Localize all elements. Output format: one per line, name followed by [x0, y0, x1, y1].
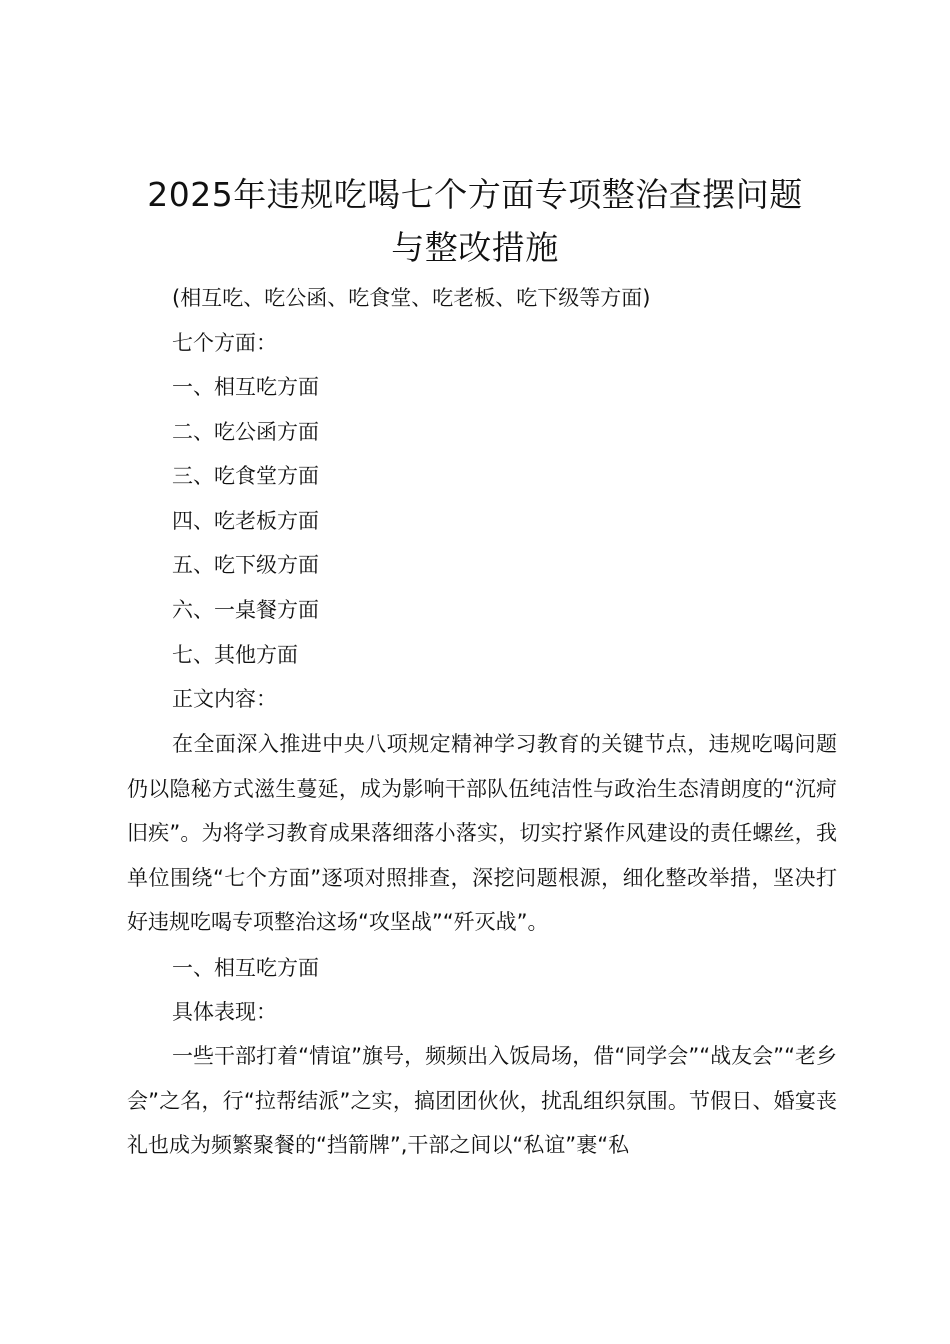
aspect-item-1: 一、相互吃方面 [172, 375, 319, 399]
aspect-item-6: 六、一桌餐方面 [172, 598, 319, 622]
section-1-heading: 一、相互吃方面 [172, 956, 319, 980]
document-title-line-2: 与整改措施 [391, 228, 559, 267]
aspect-item-2: 二、吃公函方面 [172, 420, 319, 444]
aspects-heading: 七个方面： [172, 331, 277, 355]
section-1-paragraph: 一些干部打着“情谊”旗号，频频出入饭局场，借“同学会”“战友会”“老乡会”之名，行“拉帮结派”之实，搞团团伙伙，扰乱组织氛围。节假日、婚宴丧礼也成为频繁聚餐的“挡箭牌”,干部之间以“私谊”裹“私 [127, 1044, 837, 1158]
manifestation-heading: 具体表现： [172, 1000, 277, 1024]
aspect-item-4: 四、吃老板方面 [172, 509, 319, 533]
intro-paragraph: 在全面深入推进中央八项规定精神学习教育的关键节点，违规吃喝问题仍以隐秘方式滋生蔓延，成为影响干部队伍纯洁性与政治生态清朗度的“沉疴旧疾”。为将学习教育成果落细落小落实，切实拧紧作风建设的责任螺丝，我单位围绕“七个方面”逐项对照排查，深挖问题根源，细化整改举措，坚决打好违规吃喝专项整治这场“攻坚战”“歼灭战”。 [127, 732, 837, 935]
subtitle: (相互吃、吃公函、吃食堂、吃老板、吃下级等方面) [172, 286, 651, 310]
aspect-item-5: 五、吃下级方面 [172, 553, 319, 577]
body-heading: 正文内容： [172, 687, 277, 711]
document-title-line-1: 2025年违规吃喝七个方面专项整治查摆问题 [147, 175, 803, 214]
aspect-item-7: 七、其他方面 [172, 643, 298, 667]
aspect-item-3: 三、吃食堂方面 [172, 464, 319, 488]
